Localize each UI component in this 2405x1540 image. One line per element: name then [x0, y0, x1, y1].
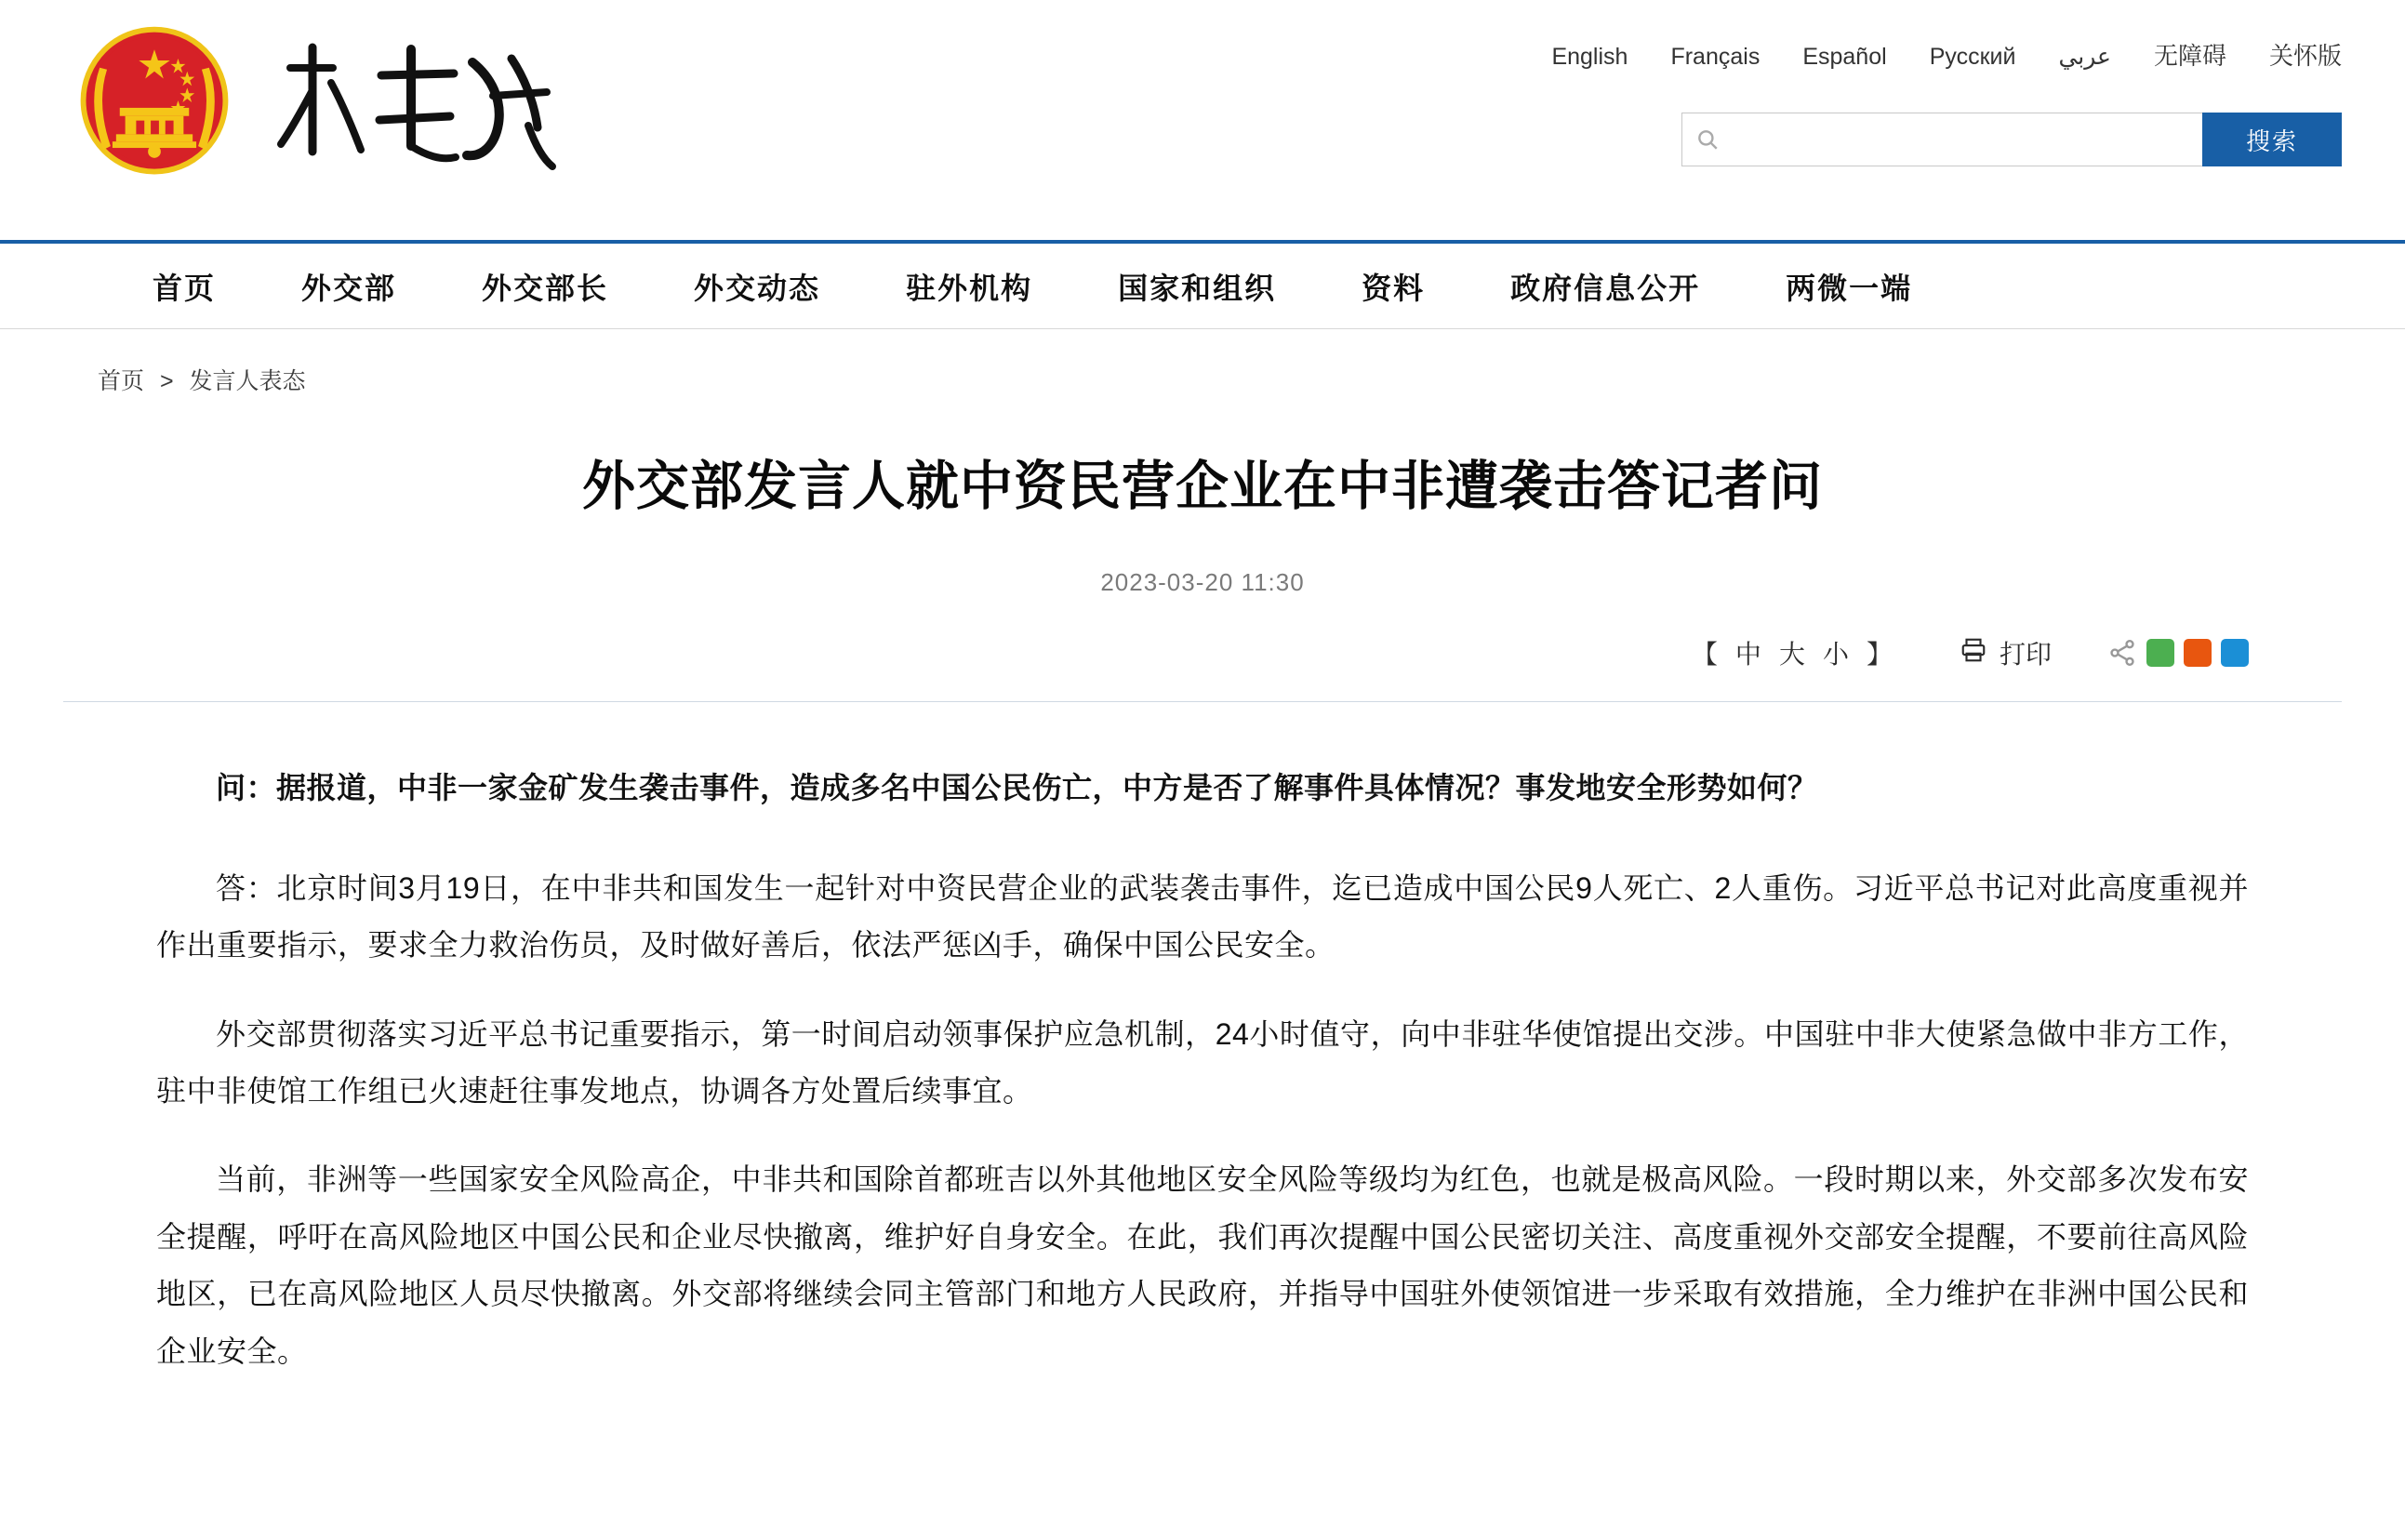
page-title: 外交部发言人就中资民营企业在中非遭袭击答记者问	[582, 457, 1823, 516]
nav-item-countries-orgs[interactable]: 国家和组织	[1118, 271, 1277, 305]
nav-item-gov-info-disclosure[interactable]: 政府信息公开	[1510, 271, 1701, 305]
font-size-small[interactable]: 小	[1822, 640, 1850, 670]
publish-date: 2023-03-20 11:30	[1100, 568, 1305, 597]
article-toolbar	[63, 634, 2342, 671]
main-nav-bar	[0, 240, 2405, 329]
search-box[interactable]	[1681, 113, 2202, 166]
qzone-icon[interactable]	[2221, 639, 2249, 667]
share-node-icon[interactable]	[2107, 638, 2137, 668]
font-size-medium[interactable]: 中	[1734, 640, 1762, 670]
header-right	[1551, 0, 2342, 166]
article-body	[63, 760, 2342, 1380]
site-header	[0, 0, 2405, 240]
language-bar	[1551, 37, 2342, 72]
nav-item-home[interactable]: 首页	[153, 271, 217, 305]
wechat-icon[interactable]	[2146, 639, 2174, 667]
article-paragraph-3: 当前，非洲等一些国家安全风险高企，中非共和国除首都班吉以外其他地区安全风险等级均为红色，也就是极高风险。一段时期以来，外交部多次发布安全提醒，呼吁在高风险地区中国公民和企业尽快撤离，维护好自身安全。在此，我们再次提醒中国公民密切关注、高度重视外交部安全提醒，不要前往高风险地区，已在高风险地区人员尽快撤离。外交部将继续会同主管部门和地方人民政府，并指导中国驻外使领馆进一步采取有效措施，全力维护在非洲中国公民和企业安全。	[156, 1162, 2249, 1368]
article-paragraph-question: 问：据报道，中非一家金矿发生袭击事件，造成多名中国公民伤亡，中方是否了解事件具体情况？事发地安全形势如何？	[216, 771, 1818, 805]
print-label: 打印	[1999, 640, 2052, 670]
article-paragraph-1: 答：北京时间3月19日，在中非共和国发生一起针对中资民营企业的武装袭击事件，迄已造成中国公民9人死亡、2人重伤。习近平总书记对此高度重视并作出重要指示，要求全力救治伤员，及时做好善后，依法严惩凶手，确保中国公民安全。	[156, 870, 2249, 962]
share-group	[2107, 638, 2249, 668]
nav-item-social-media[interactable]: 两微一端	[1786, 271, 1913, 305]
search-input[interactable]	[1720, 113, 2189, 166]
ministry-name-calligraphy	[272, 16, 560, 192]
nav-item-minister[interactable]: 外交部长	[482, 271, 609, 305]
font-size-large[interactable]: 大	[1778, 640, 1806, 670]
printer-icon	[1959, 636, 1988, 670]
nav-item-ministry[interactable]: 外交部	[301, 271, 397, 305]
weibo-icon[interactable]	[2184, 639, 2212, 667]
print-button[interactable]	[1959, 634, 2052, 671]
lang-francais[interactable]: Français	[1670, 44, 1761, 70]
article	[0, 454, 2405, 1380]
divider	[63, 701, 2342, 702]
bracket-right: 】	[1866, 640, 1893, 670]
article-paragraph-2: 外交部贯彻落实习近平总书记重要指示，第一时间启动领事保护应急机制，24小时值守，向中非驻华使馆提出交涉。中国驻中非大使紧急做中非方工作，驻中非使馆工作组已火速赶往事发地点，协调各方处置后续事宜。	[156, 1016, 2249, 1108]
care-version-link[interactable]: 关怀版	[2268, 42, 2342, 70]
breadcrumb-current[interactable]: 发言人表态	[189, 368, 306, 394]
nav-item-missions-abroad[interactable]: 驻外机构	[906, 271, 1033, 305]
lang-espanol[interactable]: Español	[1802, 44, 1887, 70]
nav-item-resources[interactable]: 资料	[1362, 271, 1426, 305]
nav-item-diplomacy-news[interactable]: 外交动态	[694, 271, 821, 305]
lang-arabic[interactable]: عربي	[2058, 44, 2111, 70]
site-brand[interactable]	[63, 0, 560, 195]
china-national-emblem-icon	[63, 13, 246, 195]
breadcrumb-home[interactable]: 首页	[98, 368, 145, 394]
breadcrumb-separator: >	[159, 368, 174, 394]
main-nav	[0, 244, 2405, 328]
breadcrumb	[0, 329, 2405, 396]
search-icon	[1695, 127, 1720, 152]
bracket-left: 【	[1691, 640, 1719, 670]
search-bar	[1681, 113, 2342, 166]
font-size-control	[1692, 634, 1893, 671]
lang-english[interactable]: English	[1551, 44, 1628, 70]
lang-russian[interactable]: Русский	[1929, 44, 2016, 70]
search-button[interactable]: 搜索	[2202, 113, 2342, 166]
accessibility-link[interactable]: 无障碍	[2153, 42, 2226, 70]
